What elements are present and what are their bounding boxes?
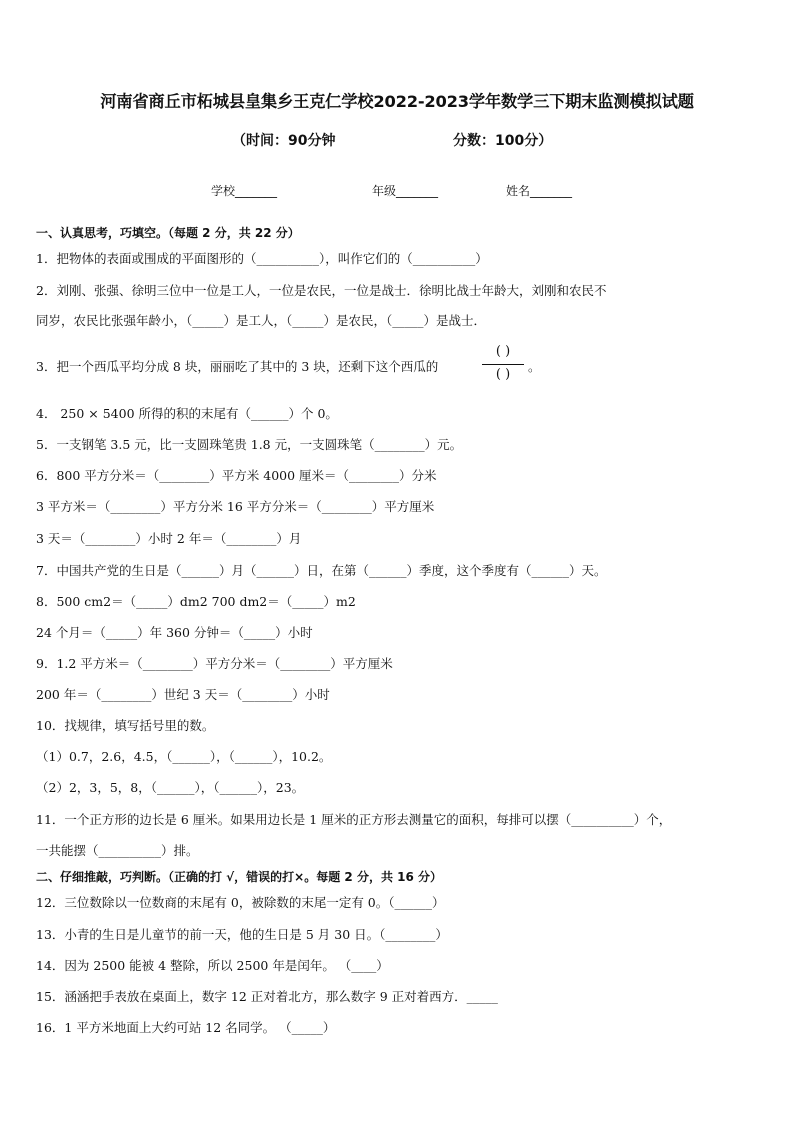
- fraction-denominator: ( ): [495, 367, 511, 382]
- page-title: 河南省商丘市柘城县皇集乡王克仁学校2022-2023学年数学三下期末监测模拟试题: [100, 92, 694, 111]
- question-12: 12．三位数除以一位数商的末尾有 0，被除数的末尾一定有 0。（______）: [36, 895, 445, 910]
- question-3: 3．把一个西瓜平均分成 8 块，丽丽吃了其中的 3 块，还剩下这个西瓜的: [36, 359, 439, 374]
- question-11-line-2: 一共能摆（__________）排。: [36, 843, 199, 858]
- question-8-line-2: 24 个月＝（_____）年 360 分钟＝（_____）小时: [36, 625, 313, 640]
- school-field[interactable]: 学校_______: [211, 184, 278, 198]
- question-15: 15．涵涵把手表放在桌面上，数字 12 正对着北方，那么数字 9 正对着西方．_____: [36, 989, 498, 1004]
- question-9-line-2: 200 年＝（________）世纪 3 天＝（________）小时: [36, 687, 330, 702]
- section-heading-fill-in: 一、认真思考，巧填空。（每题 2 分，共 22 分）: [36, 226, 300, 240]
- question-7: 7．中国共产党的生日是（______）月（______）日，在第（______）季度，这个季度有（______）天。: [36, 563, 607, 578]
- grade-field[interactable]: 年级_______: [372, 184, 439, 198]
- question-4: 4． 250 × 5400 所得的积的末尾有（______）个 0。: [36, 406, 338, 421]
- question-5: 5．一支钢笔 3.5 元，比一支圆珠笔贵 1.8 元，一支圆珠笔（________）元。: [36, 437, 463, 452]
- question-6-line-1: 6．800 平方分米＝（________）平方米 4000 厘米＝（________）分米: [36, 468, 437, 483]
- fraction-answer[interactable]: [480, 344, 526, 386]
- question-8-line-1: 8．500 cm2＝（_____）dm2 700 dm2＝（_____）m2: [36, 594, 356, 609]
- question-13: 13．小青的生日是儿童节的前一天，他的生日是 5 月 30 日。（________）: [36, 927, 448, 942]
- total-score: 分数：100分）: [453, 133, 553, 149]
- time-limit: （时间：90分钟: [232, 133, 336, 149]
- question-10: 10．找规律，填写括号里的数。: [36, 718, 215, 733]
- name-field[interactable]: 姓名_______: [506, 184, 573, 198]
- question-2-line-1: 2．刘刚、张强、徐明三位中一位是工人，一位是农民，一位是战士．徐明比战士年龄大，刘刚和农民不: [36, 283, 607, 298]
- fraction-numerator: ( ): [495, 344, 511, 359]
- question-14: 14．因为 2500 能被 4 整除，所以 2500 年是闰年。 （____）: [36, 958, 389, 973]
- question-16: 16．1 平方米地面上大约可站 12 名同学。 （_____）: [36, 1020, 336, 1035]
- section-heading-true-false: 二、仔细推敲，巧判断。（正确的打 √，错误的打×。每题 2 分，共 16 分）: [36, 870, 442, 884]
- question-10-part-1: （1）0.7，2.6，4.5，（______），（______），10.2。: [36, 749, 332, 764]
- question-11-line-1: 11．一个正方形的边长是 6 厘米。如果用边长是 1 厘米的正方形去测量它的面积，每排可以摆（__________）个，: [36, 812, 672, 827]
- question-3-end: 。: [528, 359, 541, 374]
- fraction-bar: [482, 364, 524, 365]
- question-2-line-2: 同岁，农民比张强年龄小，（_____）是工人，（_____）是农民，（_____）是战士．: [36, 313, 487, 328]
- question-10-part-2: （2）2，3，5，8，（______），（______），23。: [36, 780, 305, 795]
- question-1: 1．把物体的表面或围成的平面图形的（__________），叫作它们的（__________）: [36, 251, 488, 266]
- question-6-line-3: 3 天＝（________）小时 2 年＝（________）月: [36, 531, 302, 546]
- question-6-line-2: 3 平方米＝（________）平方分米 16 平方分米＝（________）平方厘米: [36, 499, 435, 514]
- question-9-line-1: 9．1.2 平方米＝（________）平方分米＝（________）平方厘米: [36, 656, 393, 671]
